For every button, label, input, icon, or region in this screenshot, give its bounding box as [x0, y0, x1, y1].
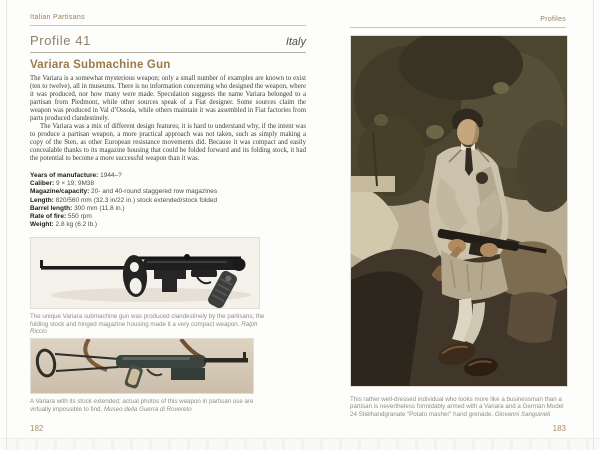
- variara-stock-extended-photo: [30, 338, 254, 394]
- spec-value: 9 × 19; 9M38: [54, 180, 95, 188]
- spec-value: 20- and 40-round staggered row magazines: [89, 188, 218, 196]
- spec-value: 300 mm (11.8 in.): [72, 204, 125, 212]
- profile-number: Profile 41: [30, 33, 91, 48]
- partisan-portrait-photo: [350, 35, 568, 387]
- page-edge-right: [593, 0, 594, 450]
- running-header-right: Profiles: [350, 16, 566, 28]
- caption-text: This rather well-dressed individual who looks more like a businessman than a partisan is nevertheless formidably armed with a Variara and a German Model 24 Stielhandgranate “Potato masher” hand grenade.: [350, 396, 564, 418]
- right-page: [350, 16, 566, 418]
- spec-label: Rate of fire:: [30, 213, 67, 221]
- variara-folded-photo: [30, 237, 260, 309]
- spec-value: 820/560 mm (32.3 in/22 in.) stock extended/stock folded: [53, 196, 218, 204]
- photo-caption: [30, 398, 270, 413]
- caption-text: A Variara with its stock extended; actual photos of this weapon in partisan use are virtually impossible to find.: [30, 398, 254, 413]
- profile-row: [30, 26, 306, 53]
- spec-label: Years of manufacture:: [30, 172, 99, 179]
- running-header-left: Italian Partisans: [30, 14, 306, 26]
- caption-credit: Giovanni Sanguineti: [494, 410, 551, 418]
- spec-row: [30, 213, 306, 221]
- caption-credit: Museo della Guerra di Rovereto: [103, 405, 192, 413]
- left-page: [30, 14, 306, 413]
- spec-value: 550 rpm: [66, 213, 92, 221]
- page-number-right: 183: [552, 424, 566, 433]
- caption-text: The unique Variara submachine gun was produced clandestinely by the partisans; the folding stock and hinged magazine housing made it a very compact weapon.: [30, 313, 265, 328]
- page-bottom-edges: [0, 438, 600, 450]
- weapon-title: Variara Submachine Gun: [30, 59, 171, 71]
- spec-row: [30, 188, 306, 196]
- photo-caption: [30, 313, 270, 335]
- photo-caption: [350, 396, 566, 418]
- spec-list: [30, 172, 306, 229]
- spec-label: Caliber:: [30, 180, 55, 188]
- paragraph: The Variara was a mix of different design features; it is hard to understand why, if the intent was to produce a partisan weapon, a more practical approach was not taken, such as simply making a copy of the Sten, as other European resistance movements did. Because it was compact and easily concealable thanks to its magazine housing that could be folded forward and its folding stock, it had the potential to become a more successful weapon than it was.: [30, 123, 306, 162]
- spec-row: [30, 172, 306, 180]
- spec-label: Weight:: [30, 221, 54, 229]
- page-number-left: 182: [30, 424, 44, 433]
- country-label: Italy: [285, 36, 306, 48]
- spec-value: 1944–?: [98, 172, 122, 179]
- page-edge-left: [6, 0, 7, 450]
- spec-row: [30, 180, 306, 188]
- body-text: [30, 75, 306, 163]
- caption-credit: Ralph Riccio: [30, 320, 258, 336]
- spec-row: [30, 205, 306, 213]
- spec-label: Barrel length:: [30, 204, 73, 212]
- spec-row: [30, 221, 306, 229]
- paragraph: The Variara is a somewhat mysterious weapon; only a small number of examples are known to exist (ten to twelve), all in museums. There is no information concerning who designed the weapon, where it was produced, nor how many were made. Speculation suggests the name Variara belonged to a partisan from Piedmont, while other sources speak of a Fiat designer. Some sources claim the weapon was produced in Val d’Ossola, while others maintain it was assembled in Fiat factories from parts produced clandestinely.: [30, 75, 306, 122]
- spec-label: Length:: [30, 196, 54, 204]
- spec-row: [30, 197, 306, 205]
- spec-label: Magazine/capacity:: [30, 188, 90, 196]
- spec-value: 2.8 kg (6.2 lb.): [53, 221, 98, 229]
